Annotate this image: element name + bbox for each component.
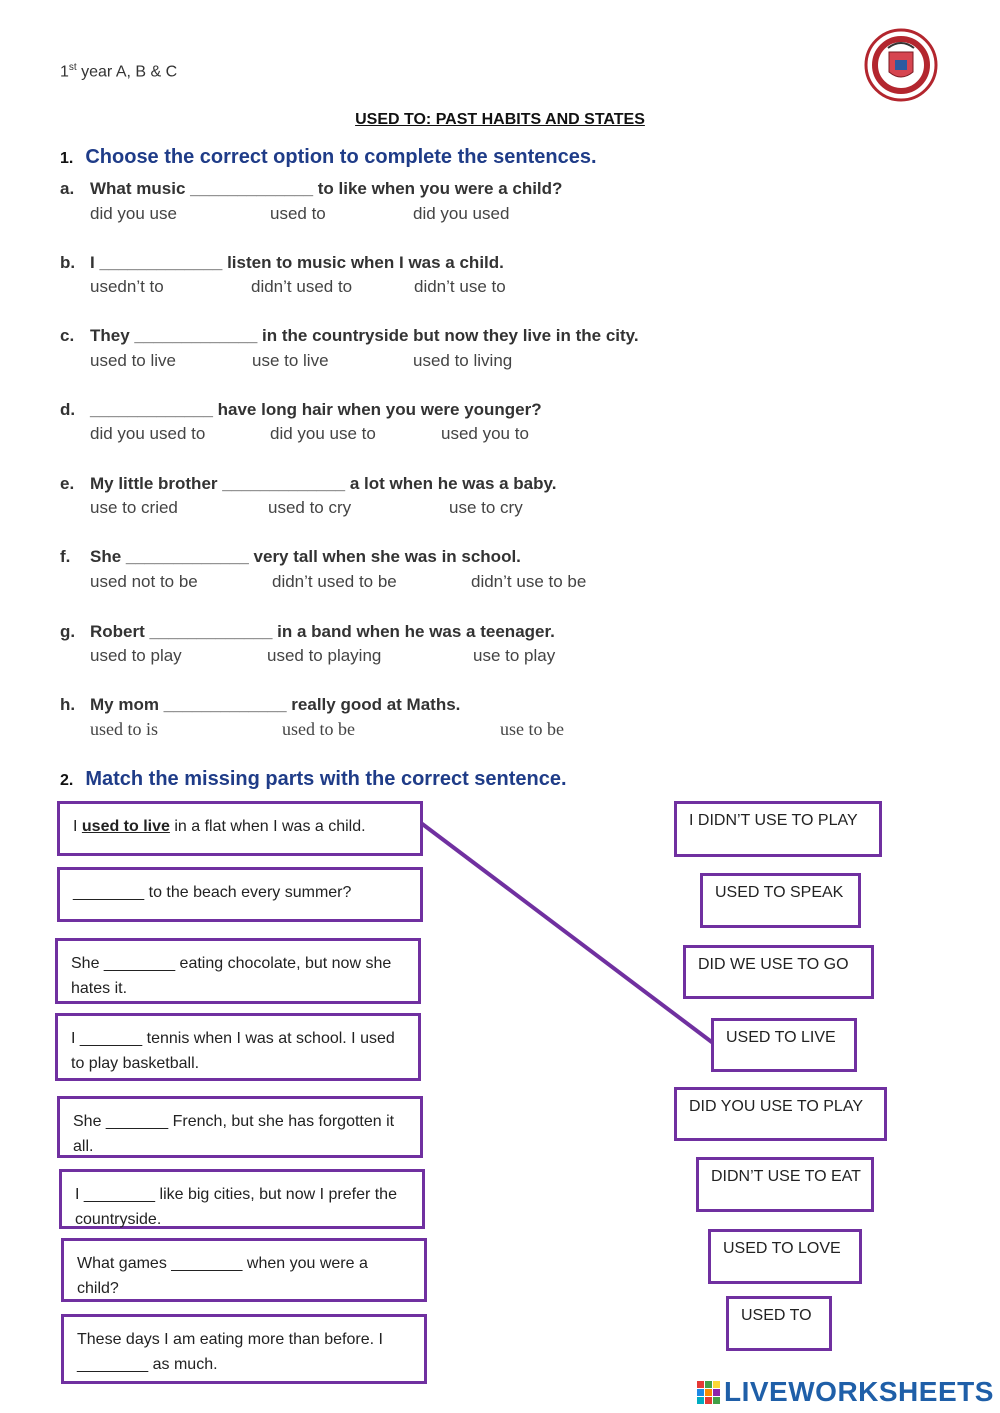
sentence-box[interactable]: She ________ eating chocolate, but now she hates it. [55,938,421,1004]
question-letter: a. [60,179,75,198]
liveworksheets-logo [696,1374,994,1410]
question-text: They _____________ in the countryside but now they live in the city. [90,326,639,345]
brand-name: LIVEWORKSHEETS [724,1376,994,1407]
option-choice[interactable]: use to cry [449,498,523,517]
question-text: Robert _____________ in a band when he was a teenager. [90,622,555,641]
question-text: She _____________ very tall when she was in school. [90,547,521,566]
worksheet-title: USED TO: PAST HABITS AND STATES [355,111,645,128]
question-letter: b. [60,253,76,272]
option-choice[interactable]: used to be [282,719,355,739]
answer-box[interactable]: USED TO LOVE [708,1229,862,1284]
sentence-box[interactable]: She _______ French, but she has forgotten it all. [57,1096,423,1158]
example-answer: used to live [81,818,170,835]
question-text: What music _____________ to like when you were a child? [90,179,563,198]
option-choice[interactable]: use to be [500,719,564,739]
question-text: My little brother _____________ a lot when he was a baby. [90,474,557,493]
answer-box[interactable]: USED TO LIVE [711,1018,857,1072]
question-text: My mom _____________ really good at Maths. [90,695,461,714]
question-letter: g. [60,622,76,641]
option-choice[interactable]: used you to [441,424,529,443]
option-choice[interactable]: used to is [90,719,159,739]
option-choice[interactable]: use to cried [90,498,178,517]
question-text: _____________ have long hair when you were younger? [90,400,542,419]
sentence-box[interactable]: What games ________ when you were a child? [61,1238,427,1302]
question-letter: c. [60,326,75,345]
answer-box[interactable]: DID YOU USE TO PLAY [674,1087,887,1141]
option-choice[interactable]: did you used [413,204,510,223]
answer-box[interactable]: I DIDN’T USE TO PLAY [674,801,882,857]
option-choice[interactable]: used to [270,204,326,223]
option-choice[interactable]: used to playing [267,646,382,665]
option-choice[interactable]: use to live [252,351,329,370]
option-choice[interactable]: used not to be [90,572,198,591]
option-choice[interactable]: used to live [90,351,176,370]
section1-heading: 1. Choose the correct option to complete the sentences. [60,146,597,168]
question-letter: h. [60,695,76,714]
option-choice[interactable]: usedn’t to [90,277,164,296]
option-choice[interactable]: didn’t used to be [272,572,397,591]
sentence-box-example[interactable]: I used to live in a flat when I was a child. [57,801,423,856]
section2-heading: 2. Match the missing parts with the correct sentence. [60,768,567,790]
sentence-box[interactable]: These days I am eating more than before. I ________ as much. [61,1314,427,1384]
option-choice[interactable]: did you use [90,204,177,223]
option-choice[interactable]: used to play [90,646,182,665]
question-letter: f. [60,547,71,566]
option-choice[interactable]: didn’t use to be [471,572,587,591]
sentence-box[interactable]: I ________ like big cities, but now I prefer the countryside. [59,1169,425,1229]
option-choice[interactable]: use to play [473,646,556,665]
option-choice[interactable]: didn’t used to [251,277,353,296]
answer-box[interactable]: USED TO [726,1296,832,1351]
class-label: 1st year A, B & C [60,62,178,81]
sentence-box[interactable]: I _______ tennis when I was at school. I used to play basketball. [55,1013,421,1081]
liveworksheets-icon [696,1379,722,1405]
option-choice[interactable]: did you used to [90,424,206,443]
option-choice[interactable]: used to cry [268,498,352,517]
question-letter: d. [60,400,76,419]
answer-box[interactable]: USED TO SPEAK [700,873,861,928]
question-letter: e. [60,474,75,493]
question-text: I _____________ listen to music when I was a child. [90,253,504,272]
sentence-box[interactable]: ________ to the beach every summer? [57,867,423,922]
answer-box[interactable]: DID WE USE TO GO [683,945,874,999]
option-choice[interactable]: used to living [413,351,513,370]
answer-box[interactable]: DIDN’T USE TO EAT [696,1157,874,1212]
option-choice[interactable]: did you use to [270,424,376,443]
option-choice[interactable]: didn’t use to [414,277,506,296]
